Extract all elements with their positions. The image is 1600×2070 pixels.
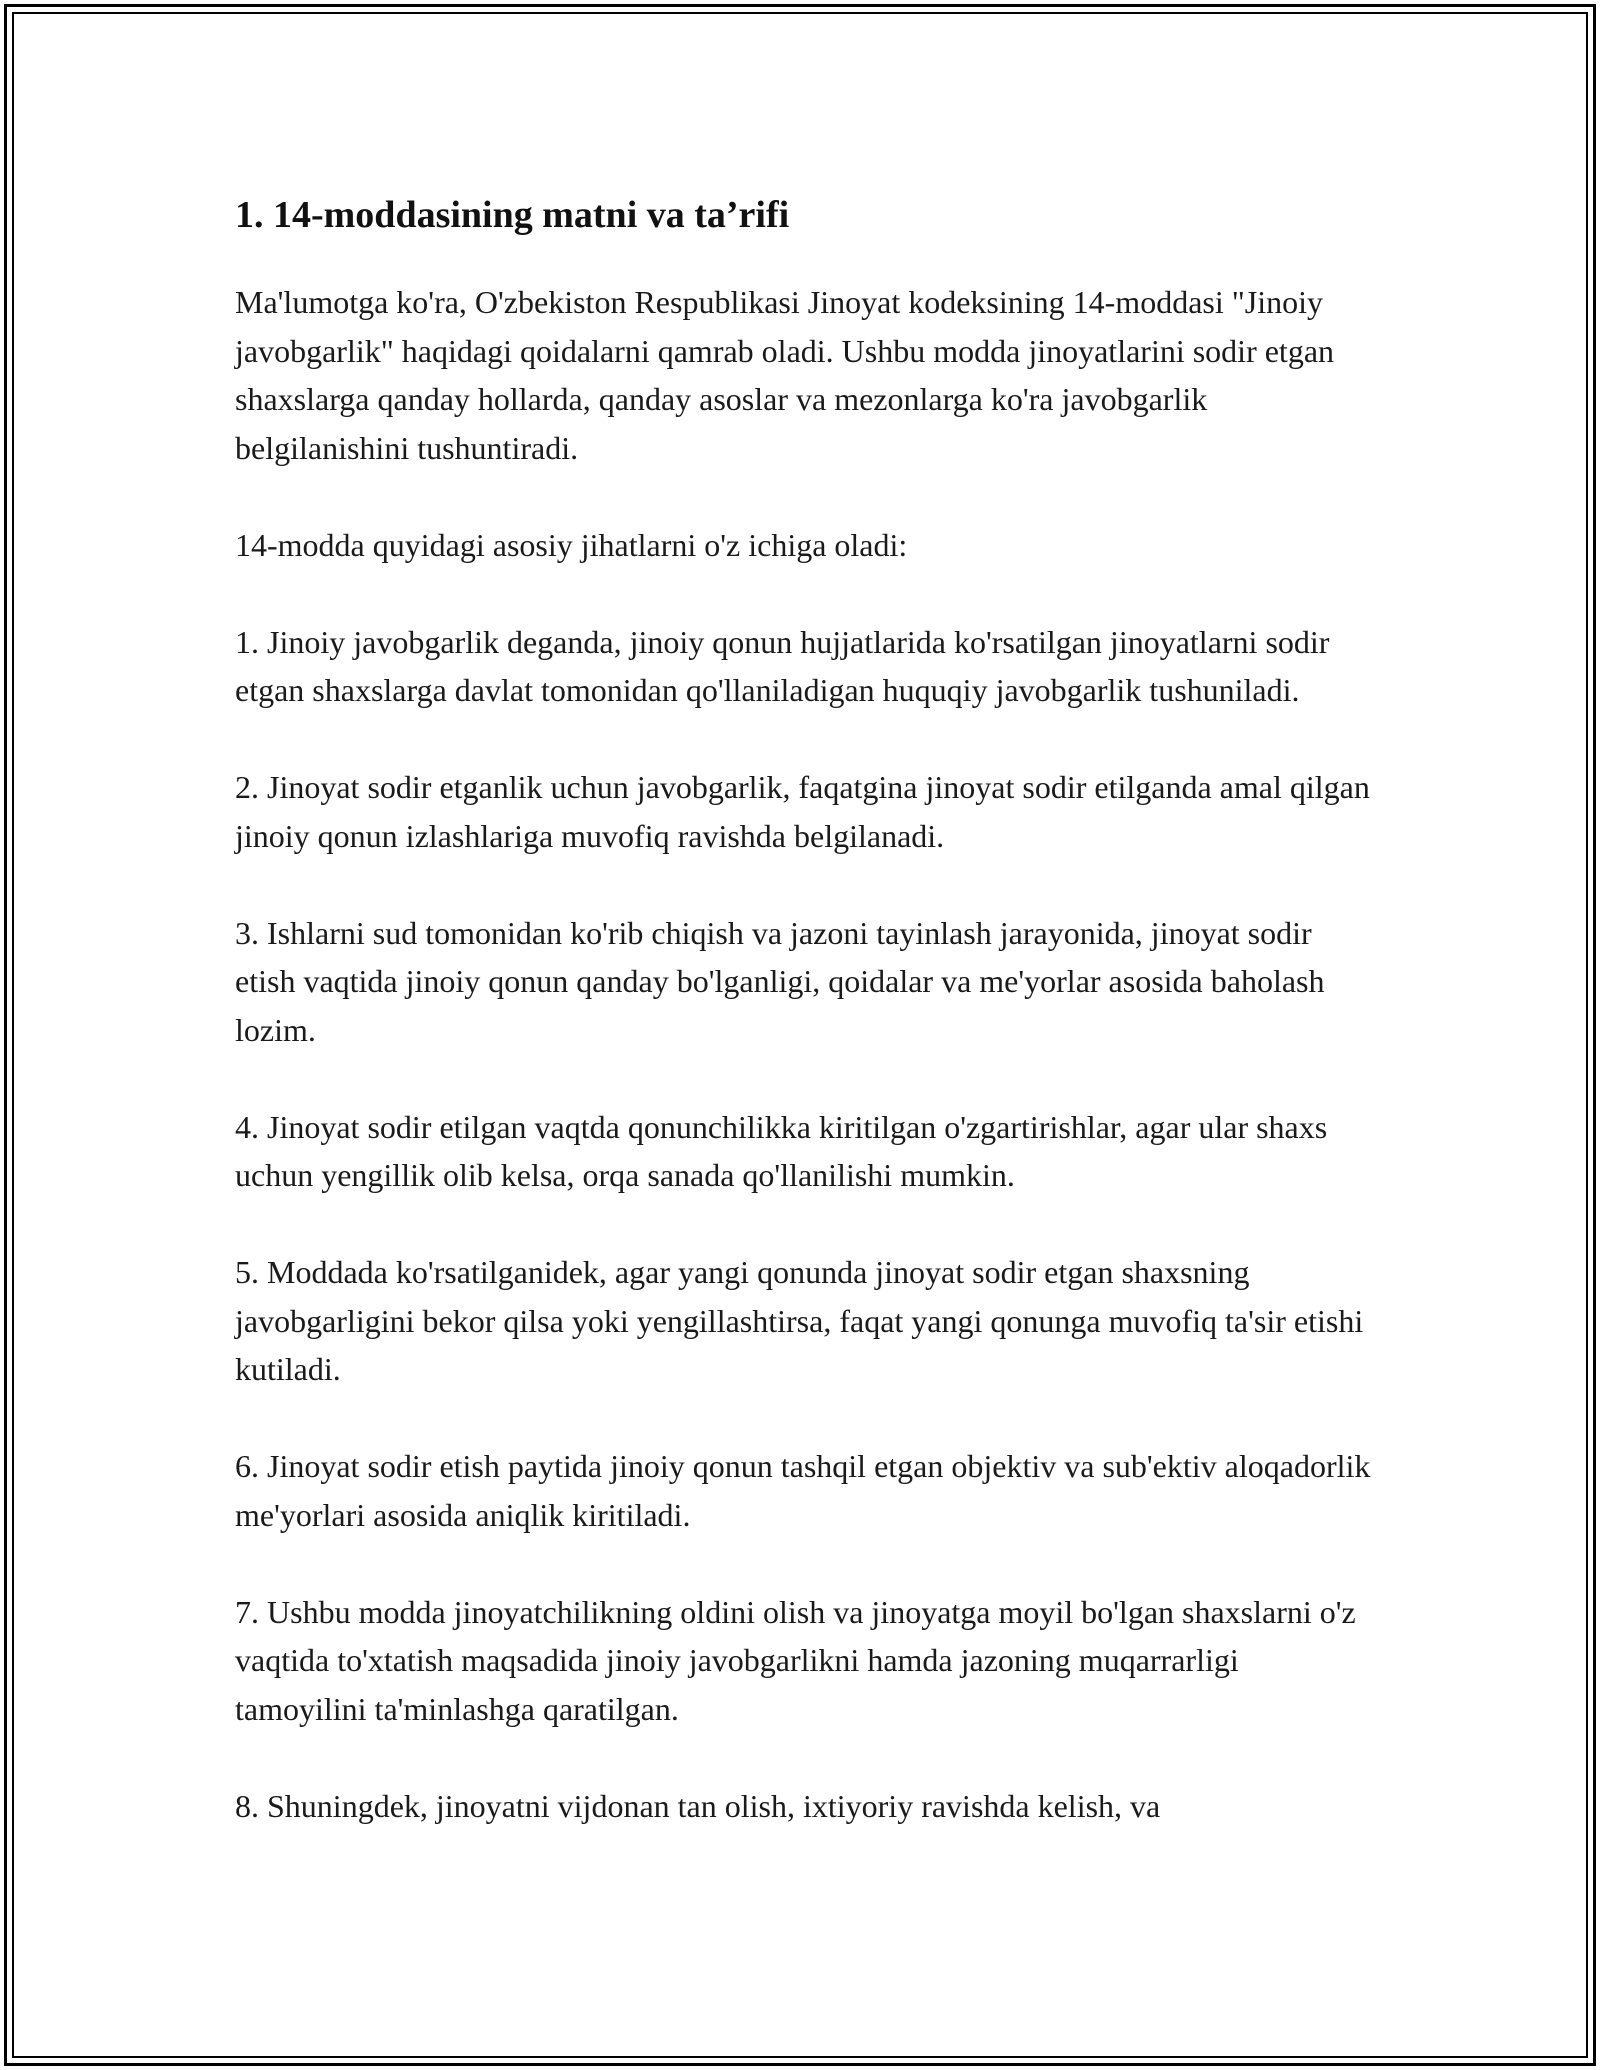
paragraph-item-4: 4. Jinoyat sodir etilgan vaqtda qonunchilikka kiritilgan o'zgartirishlar, agar ular shaxs uchun yengillik olib kelsa, orqa sanada qo'llanilishi mumkin. [235, 1108, 1328, 1193]
paragraph-item-7: 7. Ushbu modda jinoyatchilikning oldini olish va jinoyatga moyil bo'lgan shaxslarni o'z vaqtida to'xtatish maqsadida jinoiy javobgarlikni hamda jazoning muqarrarligi tamoyilini ta'minlashga qaratilgan. [235, 1593, 1356, 1727]
paragraph-intro: Ma'lumotga ko'ra, O'zbekiston Respublikasi Jinoyat kodeksining 14-moddasi "Jinoiy javobgarlik" haqidagi qoidalarni qamrab oladi. Ushbu modda jinoyatlarini sodir etgan shaxslarga qanday hollarda, qanday asoslar va mezonlarga ko'ra javobgarlik belgilanishini tushuntiradi. [235, 284, 1335, 466]
paragraph-item-3: 3. Ishlarni sud tomonidan ko'rib chiqish va jazoni tayinlash jarayonida, jinoyat sodir etish vaqtida jinoiy qonun qanday bo'lganligi, qoidalar va me'yorlar asosida baholash lozim. [235, 914, 1325, 1048]
paragraph-item-6: 6. Jinoyat sodir etish paytida jinoiy qonun tashqil etgan objektiv va sub'ektiv aloqadorlik me'yorlari asosida aniqlik kiritiladi. [235, 1448, 1371, 1533]
section-heading: 1. 14-moddasining matni va ta’rifi [235, 194, 790, 236]
paragraph-item-8: 8. Shuningdek, jinoyatni vijdonan tan olish, ixtiyoriy ravishda kelish, va [235, 1787, 1161, 1824]
paragraph-item-5: 5. Moddada ko'rsatilganidek, agar yangi qonunda jinoyat sodir etgan shaxsning javobgarligini bekor qilsa yoki yengillashtirsa, faqat yangi qonunga muvofiq ta'sir etishi kutiladi. [235, 1254, 1364, 1387]
paragraph-lead-in: 14-modda quyidagi asosiy jihatlarni o'z ichiga oladi: [235, 526, 908, 563]
document-body [235, 180, 1375, 1879]
paragraph-item-1: 1. Jinoiy javobgarlik deganda, jinoiy qonun hujjatlarida ko'rsatilgan jinoyatlarni sodir etgan shaxslarga davlat tomonidan qo'llaniladigan huquqiy javobgarlik tushuniladi. [235, 623, 1330, 708]
paragraph-item-2: 2. Jinoyat sodir etganlik uchun javobgarlik, faqatgina jinoyat sodir etilganda amal qilgan jinoiy qonun izlashlariga muvofiq ravishda belgilanadi. [235, 769, 1370, 854]
